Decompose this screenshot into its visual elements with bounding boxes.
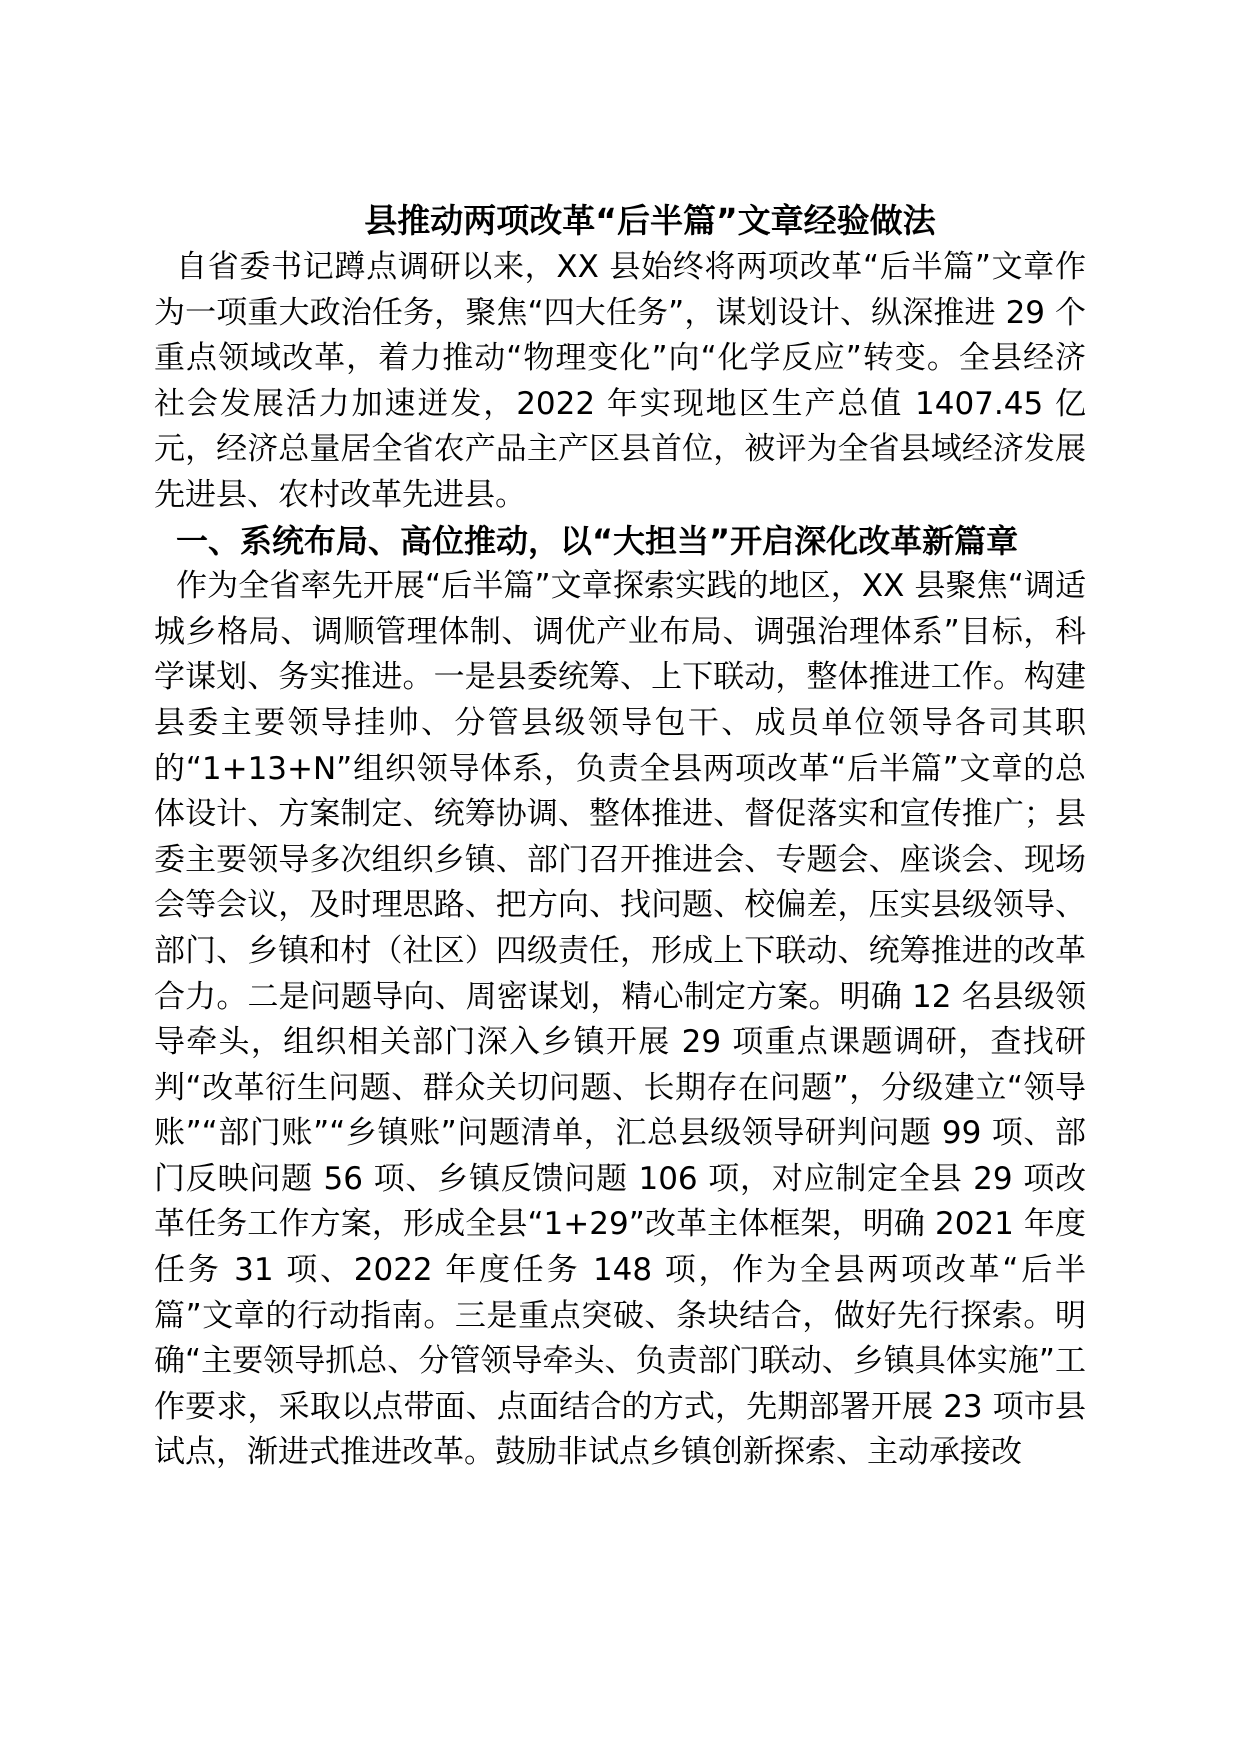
section-heading: 一、系统布局、高位推动，以“大担当”开启深化改革新篇章 [176, 521, 1019, 560]
section-paragraph: 作为全省率先开展“后半篇”文章探索实践的地区，XX 县聚焦“调适城乡格局、调顺管理体制、调优产业布局、调强治理体系”目标，科学谋划、务实推进。一是县委统筹、上下联动，整体推进工作。构建县委主要领导挂帅、分管县级领导包干、成员单位领导各司其职的“1+13+N”组织领导体系，负责全县两项改革“后半篇”文章的总体设计、方案制定、统筹协调、整体推进、督促落实和宣传推广；县委主要领导多次组织乡镇、部门召开推进会、专题会、座谈会、现场会等会议，及时理思路、把方向、找问题、校偏差，压实县级领导、部门、乡镇和村（社区）四级责任，形成上下联动、统筹推进的改革合力。二是问题导向、周密谋划，精心制定方案。明确 12 名县级领导牵头，组织相关部门深入乡镇开展 29 项重点课题调研，查找研判“改革衍生问题、群众关切问题、长期存在问题”，分级建立“领导账”“部门账”“乡镇账”问题清单，汇总县级领导研判问题 99 项、部门反映问题 56 项、乡镇反馈问题 106 项，对应制定全县 29 项改革任务工作方案，形成全县“1+29”改革主体框架，明确 2021 年度任务 31 项、2022 年度任务 148 项，作为全县两项改革“后半篇”文章的行动指南。三是重点突破、条块结合，做好先行探索。明确“主要领导抓总、分管领导牵头、负责部门联动、乡镇具体实施”工作要求，采取以点带面、点面结合的方式，先期部署开展 23 项市县试点，渐进式推进改革。鼓励非试点乡镇创新探索、主动承接改 [154, 568, 1086, 1471]
document-body [154, 197, 1086, 1476]
intro-paragraph: 自省委书记蹲点调研以来，XX 县始终将两项改革“后半篇”文章作为一项重大政治任务，聚焦“四大任务”，谋划设计、纵深推进 29 个重点领域改革，着力推动“物理变化”向“化学反应”转变。全县经济社会发展活力加速迸发，2022 年实现地区生产总值 1407.45 亿元，经济总量居全省农产品主产区县首位，被评为全省县域经济发展先进县、农村改革先进县。 [154, 249, 1086, 513]
document-title: 县推动两项改革“后半篇”文章经验做法 [364, 201, 936, 240]
